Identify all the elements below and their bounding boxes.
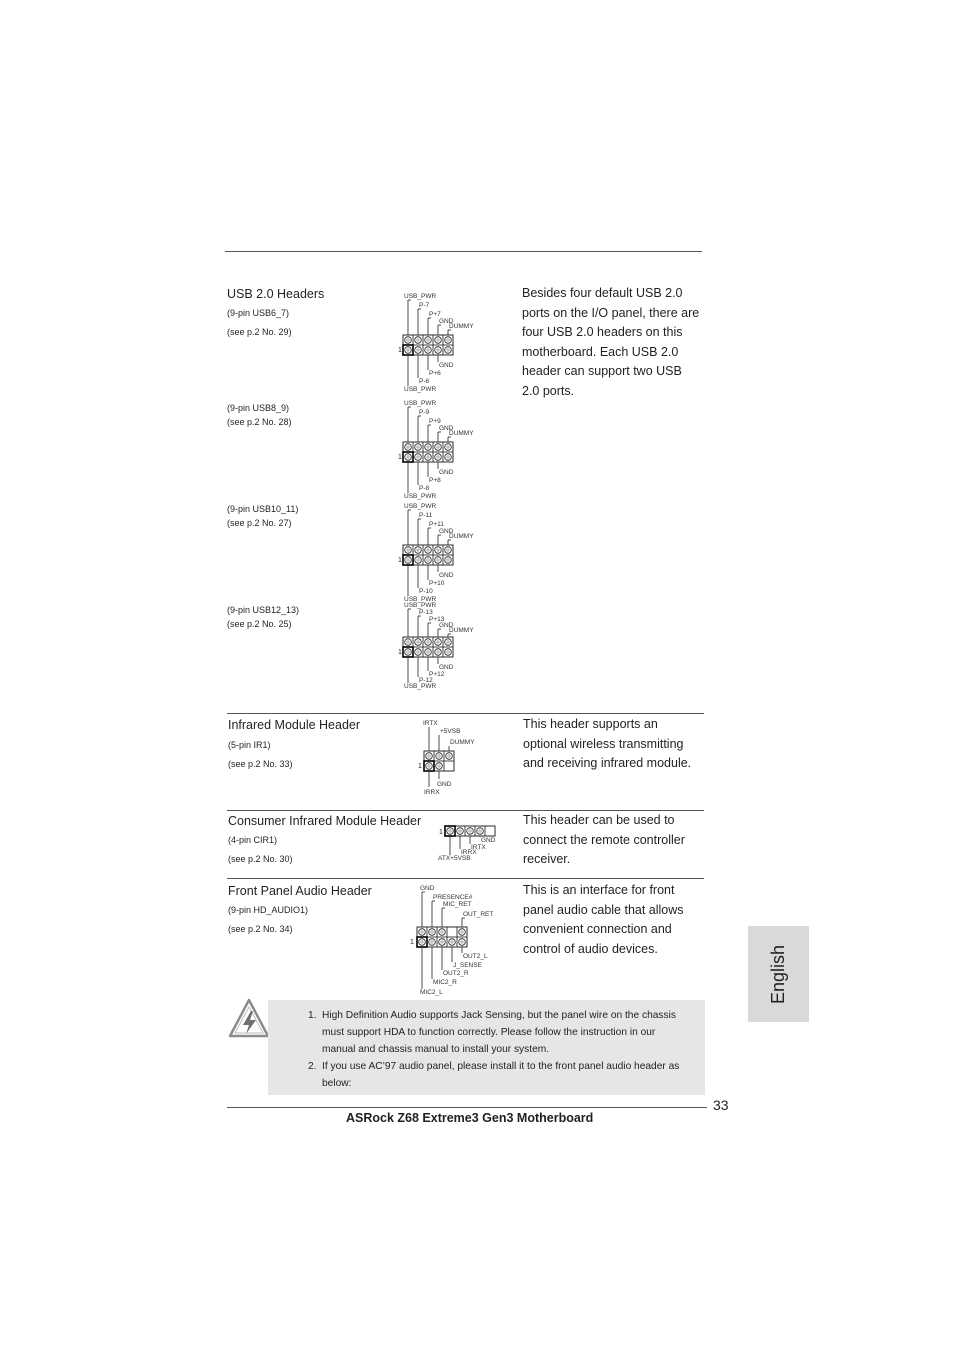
pin-label: DUMMY — [449, 627, 474, 634]
pin-label: OUT2_R — [443, 970, 469, 977]
pin-label: P-12 — [419, 677, 433, 684]
pin-one-marker: 1 — [398, 454, 402, 461]
pin-label: P+12 — [429, 671, 445, 678]
pin-label: ATX+5VSB — [438, 855, 471, 862]
pin-label: IRTX — [423, 720, 438, 727]
pin-label: GND — [420, 885, 435, 892]
pin-label: P+9 — [429, 418, 441, 425]
pin-label: IRTX — [471, 844, 486, 851]
pin-label: P-7 — [419, 302, 430, 309]
pin-label: GND — [437, 781, 452, 788]
pin-label: GND — [481, 837, 496, 844]
ir-pin-svg — [418, 719, 498, 799]
pin-label: GND — [439, 425, 454, 432]
usb-header-3-pins: (9-pin USB10_11) — [227, 504, 299, 514]
pin-label: P-13 — [419, 609, 433, 616]
usb-pin-svg — [398, 601, 508, 691]
audio-section-title: Front Panel Audio Header — [228, 884, 372, 898]
note-item — [308, 1007, 688, 1058]
note-number: 2. — [308, 1061, 317, 1072]
cir-section-title: Consumer Infrared Module Header — [228, 814, 422, 828]
cir-ref: (see p.2 No. 30) — [228, 854, 293, 864]
usb-pin-svg — [398, 290, 508, 395]
note-box — [268, 1000, 705, 1095]
pin-label: DUMMY — [449, 533, 474, 540]
pin-label: GND — [439, 528, 454, 535]
usb-description: Besides four default USB 2.0 ports on the I/O panel, there are four USB 2.0 headers on this motherboard. Each USB 2.0 header can support two USB 2.0 ports. — [522, 286, 700, 398]
pin-one-marker: 1 — [398, 347, 402, 354]
pin-label: MIC2_L — [420, 989, 443, 996]
pin-label: P-8 — [419, 485, 430, 492]
note-number: 1. — [308, 1010, 317, 1021]
pin-label: USB_PWR — [404, 400, 437, 407]
pin-one-marker: 1 — [418, 763, 422, 770]
cir-header-diagram — [438, 822, 508, 866]
pin-label: GND — [439, 469, 454, 476]
cir-pin-svg — [438, 822, 508, 866]
pin-label: IRRX — [424, 789, 440, 796]
usb-header-2-ref: (see p.2 No. 28) — [227, 417, 292, 427]
audio-pin-svg — [410, 882, 510, 997]
pin-label: P+8 — [429, 477, 441, 484]
pin-label: DUMMY — [450, 739, 475, 746]
pin-label: GND — [439, 664, 454, 671]
audio-description: This is an interface for front panel audio cable that allows convenient connection and control of audio devices. — [523, 883, 684, 956]
pin-label: P+6 — [429, 370, 441, 377]
pin-label: DUMMY — [449, 323, 474, 330]
pin-label: USB_PWR — [404, 386, 437, 393]
pin-label: P-9 — [419, 409, 430, 416]
pin-label: +5VSB — [440, 728, 461, 735]
ir-section-title: Infrared Module Header — [228, 718, 361, 732]
usb-header-4-ref: (see p.2 No. 25) — [227, 619, 292, 629]
pin-label: P+11 — [429, 521, 444, 528]
pin-one-marker: 1 — [398, 557, 402, 564]
pin-label: GND — [439, 572, 454, 579]
footer-rule — [227, 1107, 707, 1108]
pin-label: MIC_RET — [443, 901, 472, 908]
pin-label: USB_PWR — [404, 602, 437, 609]
pin-label: P-11 — [419, 512, 433, 519]
top-rule — [225, 251, 702, 252]
page-number: 33 — [713, 1097, 729, 1113]
note-text: If you use AC’97 audio panel, please install it to the front panel audio header as below: — [322, 1061, 680, 1089]
pin-label: OUT2_L — [463, 953, 488, 960]
cir-description: This header can be used to connect the remote controller receiver. — [523, 813, 685, 866]
audio-header-diagram — [410, 882, 510, 997]
pin-label: GND — [439, 362, 454, 369]
audio-top-rule — [227, 878, 704, 879]
usb-header-1-pins: (9-pin USB6_7) — [227, 308, 290, 318]
ir-top-rule — [227, 713, 704, 714]
usb-header-4-diagram — [398, 601, 508, 691]
usb-header-1-ref: (see p.2 No. 29) — [227, 327, 292, 337]
pin-label: USB_PWR — [404, 293, 437, 300]
pin-label: GND — [439, 318, 454, 325]
usb-header-2-diagram — [398, 397, 508, 500]
audio-pins: (9-pin HD_AUDIO1) — [228, 905, 309, 915]
pin-label: P+7 — [429, 311, 441, 318]
pin-label: PRESENCE# — [433, 894, 473, 901]
usb-header-3-diagram — [398, 500, 508, 603]
pin-one-marker: 1 — [398, 649, 402, 656]
pin-one-marker: 1 — [410, 939, 414, 946]
pin-label: USB_PWR — [404, 493, 437, 500]
pin-label: DUMMY — [449, 430, 474, 437]
cir-pins: (4-pin CIR1) — [228, 835, 278, 845]
language-tab — [748, 926, 809, 1022]
pin-label: OUT_RET — [463, 911, 494, 918]
pin-label: USB_PWR — [404, 596, 437, 603]
pin-label: P+10 — [429, 580, 445, 587]
note-list — [308, 1007, 688, 1092]
pin-label: USB_PWR — [404, 683, 437, 690]
usb-header-4-pins: (9-pin USB12_13) — [227, 605, 300, 615]
usb-section-title: USB 2.0 Headers — [227, 287, 325, 301]
audio-ref: (see p.2 No. 34) — [228, 924, 293, 934]
usb-pin-svg — [398, 397, 508, 502]
ir-description: This header supports an optional wireless transmitting and receiving infrared module. — [523, 717, 692, 770]
pin-label: P+13 — [429, 616, 445, 623]
pin-label: P-6 — [419, 378, 430, 385]
usb-header-1-diagram — [398, 290, 508, 395]
usb-header-2-pins: (9-pin USB8_9) — [227, 403, 290, 413]
pin-label: IRRX — [461, 849, 477, 856]
ir-header-diagram — [418, 719, 498, 799]
usb-header-3-ref: (see p.2 No. 27) — [227, 518, 292, 528]
usb-pin-svg — [398, 500, 508, 605]
pin-label: MIC2_R — [433, 979, 457, 986]
pin-label: J_SENSE — [453, 962, 482, 969]
note-text: High Definition Audio supports Jack Sensing, but the panel wire on the chassis must support HDA to function correctly. Please follow the instruction in our manual and chassis manual to install your system. — [322, 1010, 676, 1055]
warning-icon — [228, 998, 270, 1040]
ir-ref: (see p.2 No. 33) — [228, 759, 293, 769]
pin-label: USB_PWR — [404, 503, 437, 510]
ir-pins: (5-pin IR1) — [228, 740, 271, 750]
language-tab-label: English — [767, 944, 788, 1004]
footer-product-name: ASRock Z68 Extreme3 Gen3 Motherboard — [346, 1111, 594, 1125]
note-item — [308, 1058, 688, 1092]
pin-label: P-10 — [419, 588, 433, 595]
pin-one-marker: 1 — [439, 829, 443, 836]
pin-label: GND — [439, 622, 454, 629]
